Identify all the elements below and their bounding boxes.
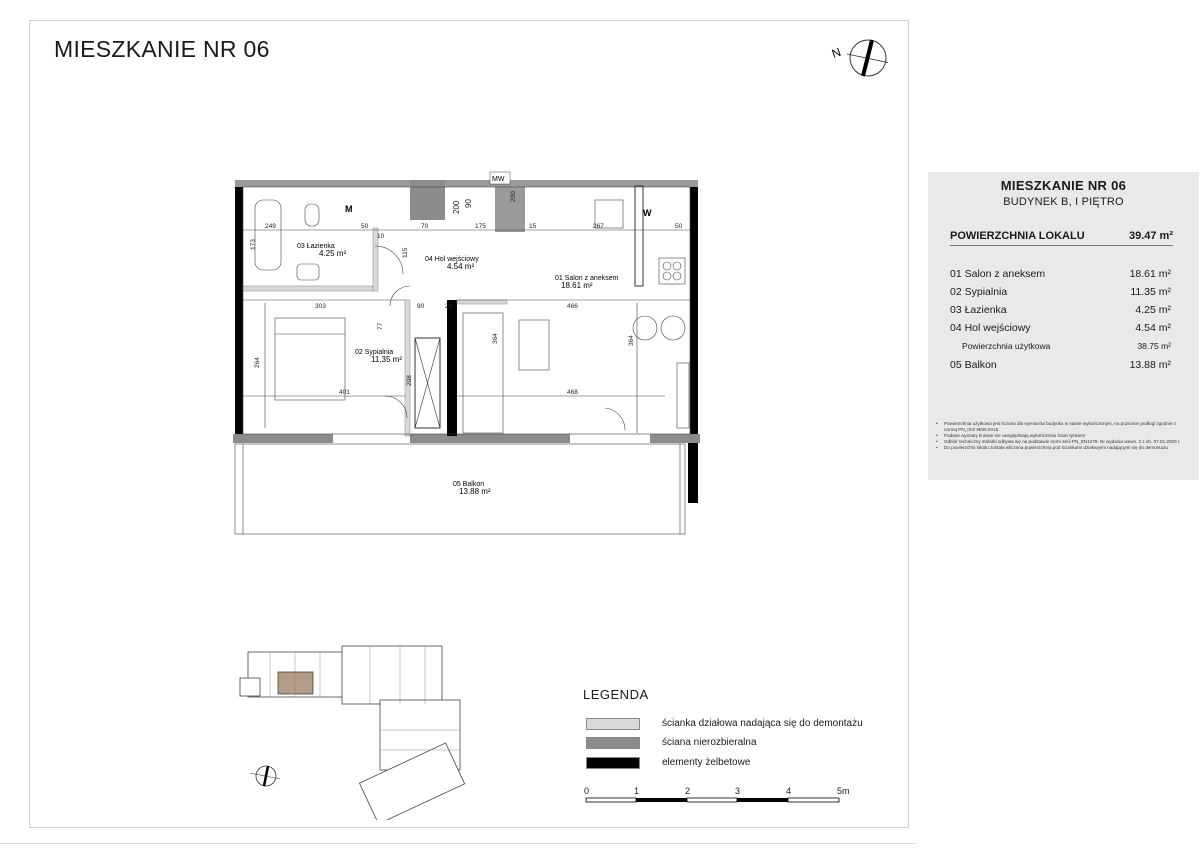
dim: 364 [492,333,499,344]
legend-item [586,717,863,730]
dim: 200 [452,200,461,214]
panel-subheading: BUDYNEK B, I PIĘTRO [1003,196,1124,208]
scale-segments [583,796,843,804]
total-area-label: POWIERZCHNIA LOKALU [950,230,1085,242]
dim: 249 [265,223,276,230]
room-02-label: 02 Sypialnia [355,349,394,356]
dim: 264 [254,357,261,368]
footnote: • Powierzchnia użytkowa jest liczona dla wymiarów budynku w stanie wykończonym, na poziomie podłogi zgodnie z normą PN_ISO 9836:2015. [936,421,1181,433]
dim: 90 [417,303,425,310]
legend-swatch [586,718,640,730]
room-row [950,286,1171,298]
dim: 303 [315,303,326,310]
dim: 401 [339,389,350,396]
dim: 70 [421,223,429,230]
shaft-tag: MW [492,176,505,183]
panel-heading: MIESZKANIE NR 06 [1000,178,1127,193]
room-label: 03 Łazienka [950,304,1007,316]
dim: 364 [628,335,635,346]
room-value: 4.54 m² [1135,322,1171,334]
room-04-label: 04 Hol wejściowy [425,256,479,263]
footnotes [936,421,1181,451]
room-02-area: 11.35 m² [371,355,402,364]
room-05-label: 05 Balkon [453,481,485,488]
room-label: 01 Salon z aneksem [950,268,1046,280]
dim: 468 [567,389,578,396]
room-label: 04 Hol wejściowy [950,322,1031,334]
usable-area-row [962,341,1171,351]
balcony-value: 13.88 m² [1129,359,1171,371]
dim: 10 [377,233,385,240]
footnote: • Podane wymiary liniowe nie uwzględniają wykończenia ścian tynkiem [936,433,1181,439]
legend-swatch [586,757,640,769]
balcony-row [950,359,1171,371]
room-row [950,322,1171,334]
room-04-area: 4.54 m² [447,262,475,271]
scale-tick: 5m [837,786,850,796]
room-03-label: 03 Łazienka [297,243,335,250]
room-05-area: 13.88 m² [459,487,491,496]
dim: 175 [475,223,486,230]
room-value: 11.35 m² [1130,286,1171,298]
washer-tag: M [345,204,353,214]
legend-title: LEGENDA [583,687,649,702]
apartment-info-panel [928,172,1199,480]
room-01-label: 01 Salon z aneksem [555,275,619,282]
balcony-label: 05 Balkon [950,359,997,371]
dim: 15 [529,223,537,230]
footnote: • Odbiór techniczny stolarki odbywa się na podstawie norm serii PN_EN1279. Nr wydania wewn. 2 z dn. 07.01.2020 r. [936,439,1181,445]
room-value: 18.61 m² [1129,268,1171,280]
room-03-area: 4.25 m² [319,249,347,258]
scale-tick: 1 [634,786,640,796]
room-row [950,268,1171,280]
dim: 50 [675,223,683,230]
dim: 20 [445,303,453,310]
room-01-area: 18.61 m² [561,281,593,290]
legend-item [586,736,757,749]
compass-letter: N [830,44,843,61]
key-plan [230,640,470,820]
legend-label: elementy żelbetowe [662,757,751,768]
legend-label: ściana nierozbieralna [662,737,757,748]
footnote: • Do powierzchni lokalu została wliczona powierzchnia pod ściankami działowymi nadającymi się do demontażu [936,445,1181,451]
dim: 77 [377,322,384,330]
room-row [950,304,1171,316]
dim: 50 [361,223,369,230]
dim: 466 [567,303,578,310]
kitchen-tag: W [643,208,652,218]
room-label: 02 Sypialnia [950,286,1008,298]
dim: 200 [510,191,517,202]
dim: 115 [402,247,409,258]
legend-item [586,756,750,769]
dim: 90 [464,199,473,208]
legend-swatch [586,737,640,749]
legend-label: ścianka działowa nadająca się do demontażu [662,718,863,729]
scale-tick: 2 [685,786,691,796]
page-title: MIESZKANIE NR 06 [54,36,270,62]
total-area-value: 39.47 m² [1128,230,1173,242]
footer-divider [0,843,915,844]
dim: 267 [593,223,604,230]
floor-plan [225,168,720,543]
usable-area-label: Powierzchnia użytkowa [962,341,1051,351]
dim: 208 [406,375,413,386]
scale-tick: 4 [786,786,792,796]
scale-tick: 3 [735,786,741,796]
scale-tick: 0 [584,786,590,796]
total-area-row [950,230,1173,246]
room-value: 4.25 m² [1135,304,1171,316]
north-arrow-icon [830,38,888,80]
dim: 173 [250,239,257,250]
scale-bar [583,786,858,806]
usable-area-value: 38.75 m² [1137,341,1171,351]
